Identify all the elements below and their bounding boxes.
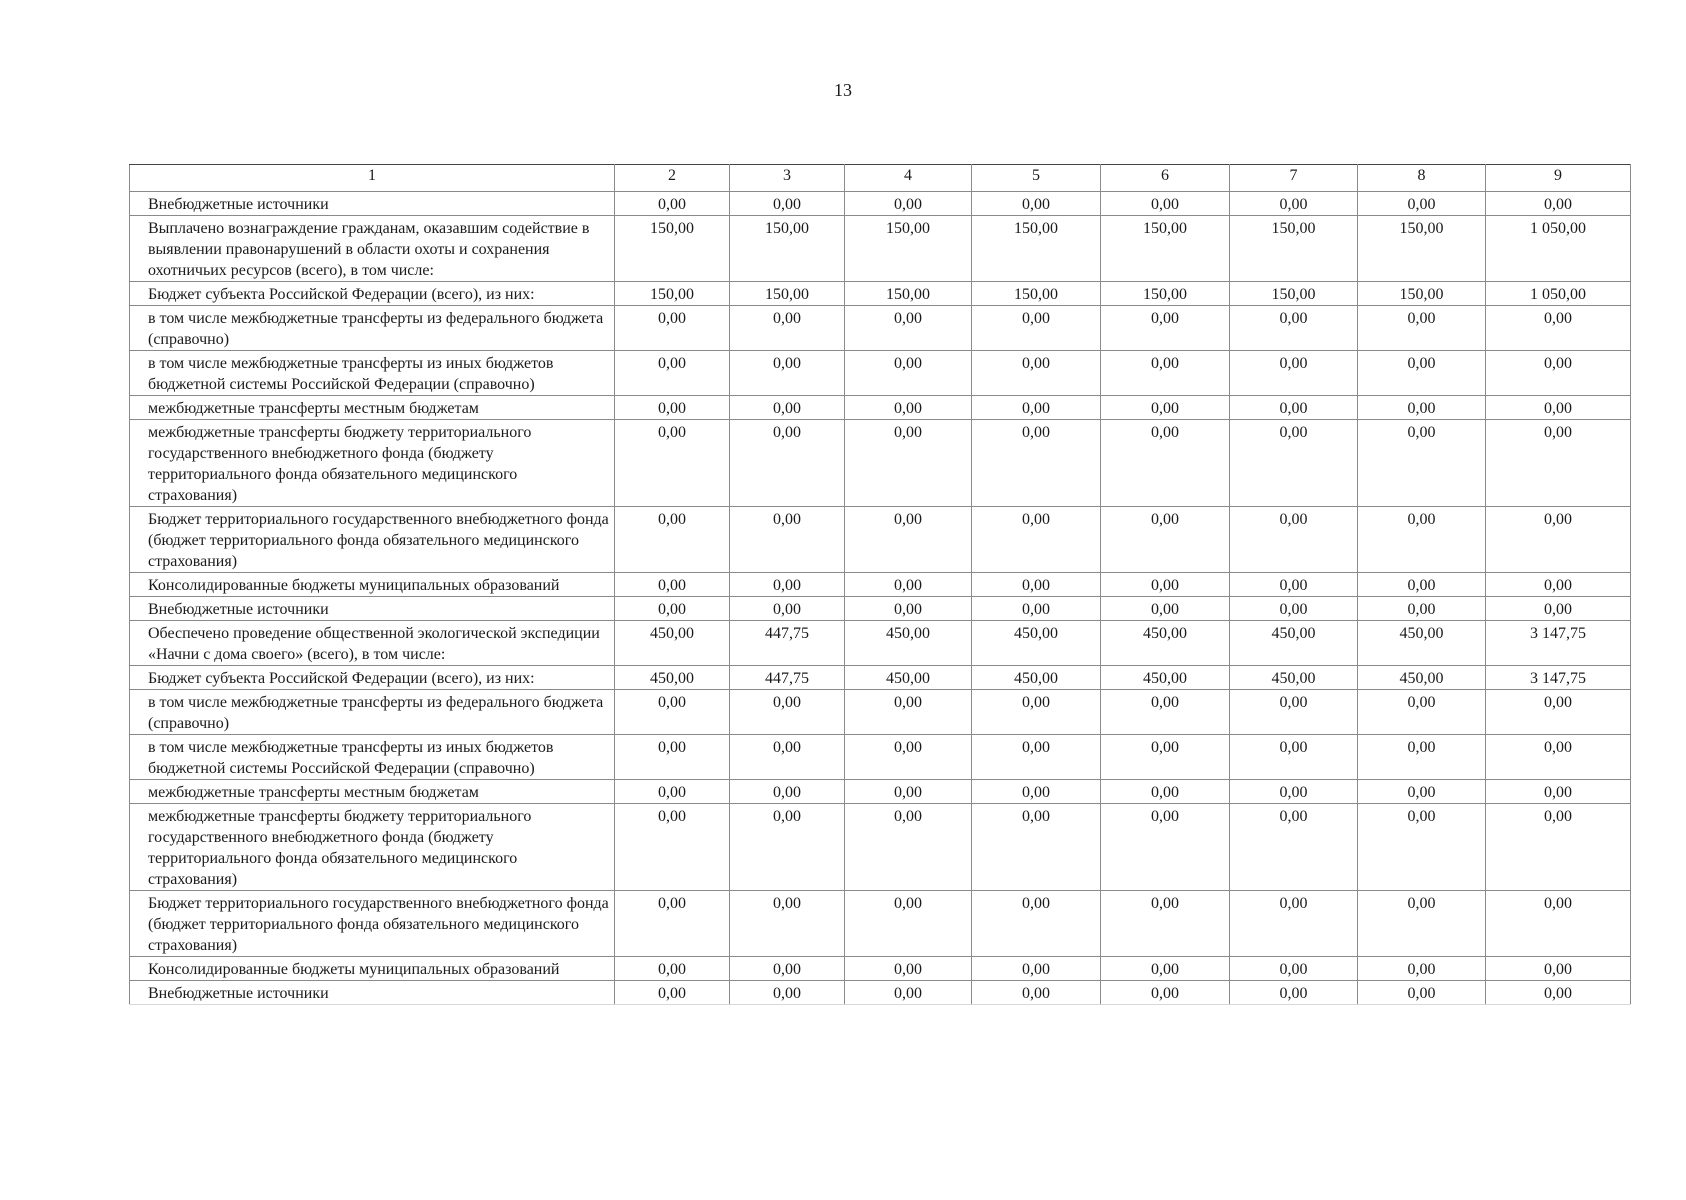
value-cell: 0,00 [615,573,730,597]
value-cell: 0,00 [1358,396,1486,420]
value-cell: 0,00 [972,420,1101,507]
value-cell: 0,00 [972,735,1101,780]
row-label: Внебюджетные источники [130,192,615,216]
table-row [130,957,1631,981]
value-cell: 0,00 [1230,804,1358,891]
value-cell: 450,00 [1358,666,1486,690]
value-cell: 150,00 [845,282,972,306]
value-cell: 0,00 [730,351,845,396]
table-row [130,735,1631,780]
value-cell: 0,00 [615,306,730,351]
value-cell: 0,00 [1486,597,1631,621]
value-cell: 150,00 [615,282,730,306]
value-cell: 150,00 [730,282,845,306]
row-label: Выплачено вознаграждение гражданам, оказавшим содействие в выявлении правонарушений в области охоты и сохранения охотничьих ресурсов (всего), в том числе: [130,216,615,282]
table-row [130,891,1631,957]
value-cell: 0,00 [845,891,972,957]
value-cell: 0,00 [1101,573,1230,597]
value-cell: 0,00 [1358,735,1486,780]
value-cell: 0,00 [730,804,845,891]
row-label: Внебюджетные источники [130,981,615,1005]
value-cell: 0,00 [615,597,730,621]
table-row [130,621,1631,666]
value-cell: 0,00 [1358,507,1486,573]
value-cell: 3 147,75 [1486,621,1631,666]
column-header: 7 [1230,165,1358,192]
value-cell: 0,00 [1230,396,1358,420]
row-label: в том числе межбюджетные трансферты из иных бюджетов бюджетной системы Российской Федерации (справочно) [130,735,615,780]
value-cell: 0,00 [972,597,1101,621]
value-cell: 0,00 [1101,597,1230,621]
value-cell: 450,00 [1101,621,1230,666]
value-cell: 0,00 [615,891,730,957]
value-cell: 0,00 [1230,891,1358,957]
value-cell: 0,00 [1486,396,1631,420]
value-cell: 0,00 [615,192,730,216]
value-cell: 450,00 [1230,666,1358,690]
value-cell: 0,00 [1486,306,1631,351]
value-cell: 0,00 [615,420,730,507]
value-cell: 0,00 [972,306,1101,351]
value-cell: 0,00 [1230,507,1358,573]
row-label: межбюджетные трансферты местным бюджетам [130,396,615,420]
value-cell: 0,00 [1486,780,1631,804]
value-cell: 0,00 [1358,690,1486,735]
value-cell: 0,00 [1101,507,1230,573]
value-cell: 0,00 [1486,957,1631,981]
value-cell: 0,00 [845,573,972,597]
value-cell: 150,00 [1230,216,1358,282]
table-row [130,192,1631,216]
value-cell: 0,00 [730,780,845,804]
value-cell: 0,00 [845,804,972,891]
value-cell: 0,00 [845,735,972,780]
value-cell: 0,00 [1358,597,1486,621]
value-cell: 0,00 [615,351,730,396]
value-cell: 1 050,00 [1486,282,1631,306]
value-cell: 0,00 [1358,804,1486,891]
value-cell: 450,00 [845,666,972,690]
value-cell: 0,00 [1101,981,1230,1005]
value-cell: 0,00 [845,597,972,621]
value-cell: 0,00 [730,690,845,735]
value-cell: 0,00 [730,981,845,1005]
value-cell: 0,00 [845,420,972,507]
value-cell: 0,00 [845,192,972,216]
value-cell: 450,00 [845,621,972,666]
value-cell: 447,75 [730,666,845,690]
value-cell: 0,00 [972,957,1101,981]
value-cell: 0,00 [1230,351,1358,396]
value-cell: 0,00 [845,507,972,573]
value-cell: 0,00 [1486,420,1631,507]
value-cell: 0,00 [845,957,972,981]
table-row [130,780,1631,804]
value-cell: 150,00 [1358,216,1486,282]
value-cell: 0,00 [972,351,1101,396]
value-cell: 3 147,75 [1486,666,1631,690]
value-cell: 0,00 [730,735,845,780]
value-cell: 450,00 [972,666,1101,690]
value-cell: 0,00 [972,891,1101,957]
value-cell: 0,00 [1358,192,1486,216]
value-cell: 450,00 [1230,621,1358,666]
value-cell: 0,00 [1230,306,1358,351]
table-row [130,396,1631,420]
value-cell: 0,00 [1101,690,1230,735]
value-cell: 150,00 [730,216,845,282]
table-row [130,666,1631,690]
value-cell: 0,00 [615,780,730,804]
value-cell: 0,00 [730,597,845,621]
value-cell: 0,00 [1486,804,1631,891]
value-cell: 1 050,00 [1486,216,1631,282]
value-cell: 0,00 [1230,420,1358,507]
value-cell: 450,00 [1358,621,1486,666]
value-cell: 150,00 [615,216,730,282]
row-label: Бюджет территориального государственного внебюджетного фонда (бюджет территориального фонда обязательного медицинского страхования) [130,507,615,573]
column-header: 9 [1486,165,1631,192]
value-cell: 0,00 [972,981,1101,1005]
value-cell: 0,00 [1358,306,1486,351]
row-label: Бюджет территориального государственного внебюджетного фонда (бюджет территориального фонда обязательного медицинского страхования) [130,891,615,957]
row-label: межбюджетные трансферты бюджету территориального государственного внебюджетного фонда (бюджету территориального фонда обязательного медицинского страхования) [130,804,615,891]
value-cell: 450,00 [1101,666,1230,690]
header-row [130,165,1631,192]
value-cell: 0,00 [730,573,845,597]
value-cell: 0,00 [1230,597,1358,621]
value-cell: 0,00 [1358,891,1486,957]
value-cell: 150,00 [1101,216,1230,282]
value-cell: 0,00 [972,396,1101,420]
value-cell: 0,00 [972,192,1101,216]
value-cell: 0,00 [1230,573,1358,597]
value-cell: 0,00 [1486,981,1631,1005]
row-label: межбюджетные трансферты местным бюджетам [130,780,615,804]
table-row [130,597,1631,621]
value-cell: 447,75 [730,621,845,666]
table-row [130,282,1631,306]
row-label: в том числе межбюджетные трансферты из федерального бюджета (справочно) [130,306,615,351]
value-cell: 0,00 [1230,780,1358,804]
value-cell: 0,00 [1358,351,1486,396]
value-cell: 0,00 [1101,804,1230,891]
value-cell: 0,00 [1101,192,1230,216]
column-header: 2 [615,165,730,192]
table-row [130,804,1631,891]
value-cell: 0,00 [1230,957,1358,981]
value-cell: 0,00 [1486,891,1631,957]
column-header: 8 [1358,165,1486,192]
value-cell: 0,00 [615,690,730,735]
value-cell: 0,00 [1230,735,1358,780]
value-cell: 0,00 [730,957,845,981]
value-cell: 0,00 [730,891,845,957]
value-cell: 0,00 [1486,351,1631,396]
row-label: межбюджетные трансферты бюджету территориального государственного внебюджетного фонда (бюджету территориального фонда обязательного медицинского страхования) [130,420,615,507]
value-cell: 0,00 [1230,981,1358,1005]
table-row [130,216,1631,282]
column-header: 1 [130,165,615,192]
table-row [130,420,1631,507]
value-cell: 0,00 [730,420,845,507]
table-row [130,981,1631,1005]
row-label: в том числе межбюджетные трансферты из иных бюджетов бюджетной системы Российской Федерации (справочно) [130,351,615,396]
column-header: 5 [972,165,1101,192]
value-cell: 0,00 [972,507,1101,573]
value-cell: 0,00 [1101,891,1230,957]
value-cell: 0,00 [1358,981,1486,1005]
value-cell: 0,00 [845,306,972,351]
row-label: Бюджет субъекта Российской Федерации (всего), из них: [130,666,615,690]
column-header: 4 [845,165,972,192]
value-cell: 0,00 [615,735,730,780]
value-cell: 0,00 [845,351,972,396]
value-cell: 0,00 [615,981,730,1005]
value-cell: 150,00 [1358,282,1486,306]
row-label: Обеспечено проведение общественной экологической экспедиции «Начни с дома своего» (всего), в том числе: [130,621,615,666]
value-cell: 150,00 [972,216,1101,282]
value-cell: 150,00 [972,282,1101,306]
value-cell: 0,00 [972,804,1101,891]
row-label: Бюджет субъекта Российской Федерации (всего), из них: [130,282,615,306]
value-cell: 0,00 [845,981,972,1005]
value-cell: 0,00 [730,507,845,573]
value-cell: 0,00 [1358,420,1486,507]
value-cell: 0,00 [845,396,972,420]
column-header: 3 [730,165,845,192]
value-cell: 0,00 [1486,735,1631,780]
table-row [130,351,1631,396]
value-cell: 0,00 [1101,780,1230,804]
table-row [130,507,1631,573]
row-label: в том числе межбюджетные трансферты из федерального бюджета (справочно) [130,690,615,735]
value-cell: 0,00 [845,780,972,804]
value-cell: 0,00 [1358,957,1486,981]
value-cell: 0,00 [1486,192,1631,216]
value-cell: 450,00 [615,666,730,690]
table-row [130,306,1631,351]
value-cell: 0,00 [1486,507,1631,573]
value-cell: 0,00 [972,780,1101,804]
row-label: Консолидированные бюджеты муниципальных образований [130,573,615,597]
value-cell: 0,00 [1230,192,1358,216]
value-cell: 0,00 [615,804,730,891]
value-cell: 0,00 [615,396,730,420]
value-cell: 0,00 [1358,573,1486,597]
value-cell: 0,00 [1230,690,1358,735]
value-cell: 0,00 [1101,396,1230,420]
value-cell: 0,00 [1486,690,1631,735]
value-cell: 0,00 [1101,306,1230,351]
value-cell: 0,00 [615,957,730,981]
value-cell: 0,00 [730,306,845,351]
table-row [130,573,1631,597]
value-cell: 0,00 [730,192,845,216]
value-cell: 150,00 [1230,282,1358,306]
value-cell: 0,00 [972,690,1101,735]
column-header: 6 [1101,165,1230,192]
value-cell: 0,00 [1358,780,1486,804]
value-cell: 0,00 [730,396,845,420]
budget-table [129,164,1631,1005]
value-cell: 0,00 [845,690,972,735]
value-cell: 150,00 [1101,282,1230,306]
value-cell: 0,00 [1486,573,1631,597]
value-cell: 0,00 [1101,351,1230,396]
value-cell: 150,00 [845,216,972,282]
value-cell: 0,00 [1101,420,1230,507]
value-cell: 0,00 [1101,957,1230,981]
row-label: Внебюджетные источники [130,597,615,621]
row-label: Консолидированные бюджеты муниципальных образований [130,957,615,981]
value-cell: 450,00 [615,621,730,666]
value-cell: 0,00 [615,507,730,573]
page-number: 13 [834,80,852,100]
value-cell: 450,00 [972,621,1101,666]
value-cell: 0,00 [1101,735,1230,780]
table-row [130,690,1631,735]
value-cell: 0,00 [972,573,1101,597]
